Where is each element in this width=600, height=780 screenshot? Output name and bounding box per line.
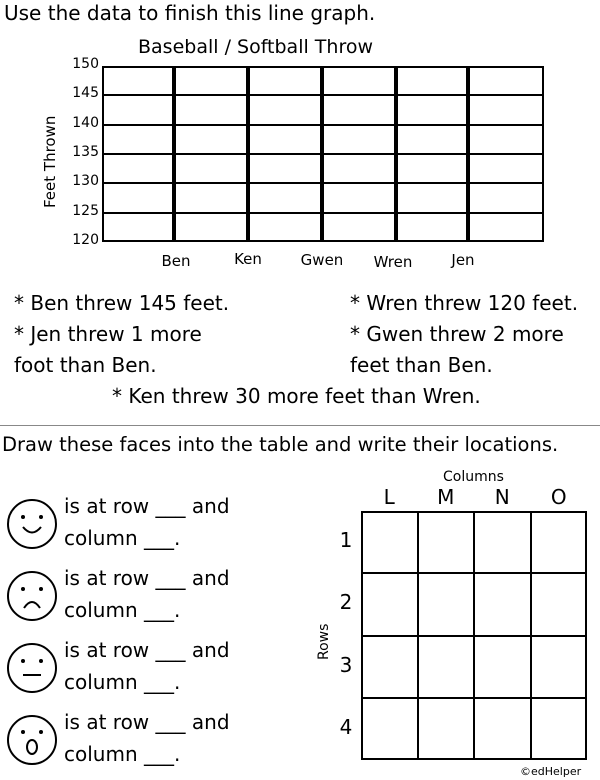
table-row-line	[361, 635, 587, 637]
fact-left-2: * Jen threw 1 more	[14, 322, 202, 346]
face-item-smile	[6, 492, 266, 558]
fact-left-3: foot than Ben.	[14, 353, 157, 377]
y-tick-label: 120	[72, 232, 99, 248]
category-line-ken	[246, 66, 250, 242]
face-line2: column ___.	[64, 670, 181, 694]
table-row-line	[361, 697, 587, 699]
fact-right-2: * Gwen threw 2 more	[350, 322, 564, 346]
row-header: 3	[339, 652, 353, 677]
y-tick-label: 130	[72, 173, 99, 190]
table-row-line	[361, 572, 587, 574]
instruction-graph: Use the data to finish this line graph.	[4, 1, 376, 25]
face-line1: is at row ___ and	[64, 494, 230, 518]
face-item-frown	[6, 564, 266, 630]
surprised-face-icon	[6, 714, 58, 766]
category-line-jen	[466, 66, 470, 242]
x-tick-label: Jen	[451, 251, 475, 269]
fact-bottom: * Ken threw 30 more feet than Wren.	[112, 384, 481, 408]
face-text	[64, 562, 230, 626]
face-line1: is at row ___ and	[64, 566, 230, 590]
face-item-neutral	[6, 636, 266, 702]
row-header: 4	[339, 714, 353, 739]
section-divider	[0, 425, 600, 426]
category-line-gwen	[320, 66, 324, 242]
y-tick-label: 125	[72, 202, 99, 219]
category-line-ben	[172, 66, 176, 242]
rows-label: Rows	[316, 623, 332, 660]
y-tick-label: 135	[72, 144, 99, 160]
face-line2: column ___.	[64, 742, 181, 766]
neutral-face-icon	[6, 642, 58, 694]
y-tick-label: 140	[72, 114, 99, 131]
columns-label: Columns	[443, 469, 504, 485]
face-line1: is at row ___ and	[64, 710, 230, 734]
x-tick-label: Ken	[234, 250, 262, 268]
row-header: 1	[339, 528, 353, 553]
column-header: O	[550, 485, 567, 509]
smile-face-icon	[6, 498, 58, 550]
column-header: L	[383, 485, 395, 509]
face-text	[64, 706, 230, 770]
y-axis-label: Feet Thrown	[41, 115, 59, 208]
face-line1: is at row ___ and	[64, 638, 230, 662]
column-header: N	[494, 485, 510, 509]
face-line2: column ___.	[64, 526, 181, 550]
fact-right-1: * Wren threw 120 feet.	[350, 291, 579, 315]
column-header: M	[437, 485, 455, 509]
face-text	[64, 634, 230, 698]
face-text	[64, 490, 230, 554]
y-tick-label: 150	[72, 56, 99, 72]
face-item-surprised	[6, 708, 266, 774]
x-tick-label: Ben	[161, 252, 191, 270]
y-tick-label: 145	[72, 85, 99, 102]
instruction-faces: Draw these faces into the table and write their locations.	[2, 433, 559, 456]
x-tick-label: Wren	[373, 253, 413, 271]
row-header: 2	[339, 590, 353, 615]
x-tick-label: Gwen	[300, 251, 344, 269]
category-line-wren	[394, 66, 398, 242]
fact-left-1: * Ben threw 145 feet.	[14, 291, 230, 315]
chart-title: Baseball / Softball Throw	[138, 36, 374, 58]
frown-face-icon	[6, 570, 58, 622]
face-line2: column ___.	[64, 598, 181, 622]
copyright: ©edHelper	[520, 765, 582, 778]
fact-right-3: feet than Ben.	[350, 353, 493, 377]
